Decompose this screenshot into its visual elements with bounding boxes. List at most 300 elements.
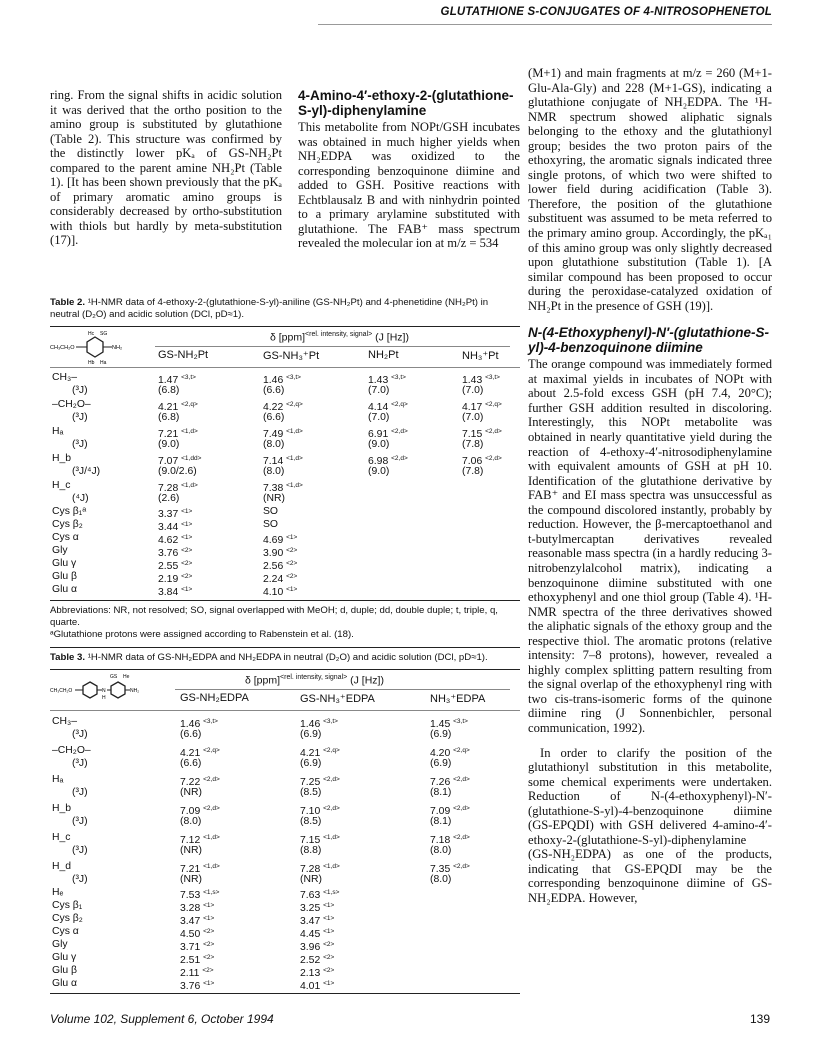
shift-value: 7.09 bbox=[180, 806, 201, 817]
coupling-label: (⁴J) bbox=[72, 493, 89, 504]
coupling-value: (6.6) bbox=[180, 758, 202, 769]
shift-value: 7.38 bbox=[263, 483, 284, 494]
coupling-value: (7.0) bbox=[462, 385, 484, 396]
coupling-row bbox=[50, 757, 520, 770]
shift-value: 3.44 bbox=[158, 522, 179, 533]
signal-annotation: <2,d> bbox=[453, 776, 470, 783]
signal-annotation: <2,d> bbox=[323, 776, 340, 783]
signal-annotation: <3,t> bbox=[323, 718, 338, 725]
shift-value: SO bbox=[263, 519, 279, 530]
shift-value: 7.21 bbox=[180, 864, 201, 875]
row-label: –CH₂O– bbox=[52, 399, 91, 410]
structure-label: He bbox=[123, 674, 130, 680]
table-row bbox=[50, 452, 520, 465]
coupling-value: (NR) bbox=[180, 845, 202, 856]
signal-annotation: <3,t> bbox=[203, 718, 218, 725]
signal-annotation: <2,d> bbox=[323, 805, 340, 812]
shift-value: 3.76 bbox=[158, 548, 179, 559]
row-label: Hₑ bbox=[52, 887, 64, 898]
row-label: Glu γ bbox=[52, 952, 77, 963]
table-row bbox=[50, 505, 520, 518]
signal-annotation: <1> bbox=[323, 928, 335, 935]
signal-annotation: <1,d> bbox=[203, 834, 220, 841]
table-row bbox=[50, 899, 520, 912]
signal-annotation: <1,d> bbox=[323, 863, 340, 870]
coupling-value: (7.0) bbox=[462, 412, 484, 423]
shift-value: 4.21 bbox=[180, 748, 201, 759]
structure-label: NH₂ bbox=[112, 345, 123, 351]
table-row bbox=[50, 570, 520, 583]
signal-annotation: <2,d> bbox=[391, 428, 408, 435]
chemical-structure-icon bbox=[50, 672, 160, 708]
value-cell bbox=[180, 977, 214, 993]
shift-value: 4.17 bbox=[462, 402, 483, 413]
shift-value: 4.21 bbox=[300, 748, 321, 759]
row-label: H_b bbox=[52, 803, 72, 814]
row-label: CH₃– bbox=[52, 716, 78, 727]
signal-annotation: <1> bbox=[203, 902, 215, 909]
table-row bbox=[50, 773, 520, 786]
coupling-value: (8.0) bbox=[430, 874, 452, 885]
row-label: Glu γ bbox=[52, 558, 77, 569]
signal-annotation: <1,d> bbox=[203, 863, 220, 870]
signal-annotation: <1> bbox=[181, 586, 193, 593]
table-row bbox=[50, 860, 520, 873]
coupling-value: (2.6) bbox=[158, 493, 180, 504]
coupling-label: (³J) bbox=[72, 412, 88, 423]
row-label: Hₐ bbox=[52, 774, 64, 785]
shift-value: 1.47 bbox=[158, 375, 179, 386]
signal-annotation: <1,d> bbox=[286, 455, 303, 462]
shift-value: 1.46 bbox=[300, 719, 321, 730]
row-label: Cys β₂ bbox=[52, 519, 83, 530]
shift-value: 1.46 bbox=[263, 375, 284, 386]
signal-annotation: <2,q> bbox=[391, 401, 408, 408]
table-footnote: Abbreviations: NR, not resolved; SO, signal overlapped with MeOH; d, duple; dd, double duple; t, triple, q, quarte. bbox=[50, 605, 498, 628]
signal-annotation: <2> bbox=[323, 967, 335, 974]
page-number: 139 bbox=[749, 1012, 770, 1026]
row-label: Gly bbox=[52, 545, 68, 556]
coupling-value: (6.8) bbox=[158, 412, 180, 423]
row-label: CH₃– bbox=[52, 372, 78, 383]
row-label: Cys α bbox=[52, 532, 79, 543]
column-header: GS-NH₂EDPA bbox=[180, 692, 249, 704]
table-row bbox=[50, 371, 520, 384]
value-cell bbox=[263, 518, 278, 531]
table-row bbox=[50, 964, 520, 977]
shift-value: 7.21 bbox=[158, 429, 179, 440]
shift-value: 2.55 bbox=[158, 561, 179, 572]
shift-value: 3.28 bbox=[180, 903, 201, 914]
signal-annotation: <1,d> bbox=[181, 482, 198, 489]
table-label: Table 2. bbox=[50, 297, 86, 308]
coupling-value: (8.1) bbox=[430, 816, 452, 827]
signal-annotation: <3,t> bbox=[485, 374, 500, 381]
paragraph: This metabolite from NOPt/GSH incubates was obtained in much higher yields when NH₂EDPA was oxidized to the corresponding benzoquinone diimine and added to GSH. Positive reactions with Echtblausalz B and with ninhydrin pointed to a primary arylamine substituted with glutathione. The FAB⁺ mass spectrum revealed the molecular ion at m/z = 534 bbox=[298, 120, 520, 251]
signal-annotation: <2,d> bbox=[453, 805, 470, 812]
coupling-row bbox=[50, 411, 520, 424]
section-heading: N-(4-Ethoxyphenyl)-N′-(glutathione-S-yl)-4-benzoquinone diimine bbox=[528, 325, 769, 356]
coupling-value: (6.9) bbox=[300, 729, 322, 740]
shift-value: 4.10 bbox=[263, 587, 284, 598]
shift-value: 4.21 bbox=[158, 402, 179, 413]
row-label: Cys β₁ᵃ bbox=[52, 506, 87, 517]
signal-annotation: <2> bbox=[181, 560, 193, 567]
coupling-label: (³J) bbox=[72, 874, 88, 885]
shift-value: 2.11 bbox=[180, 968, 200, 979]
table-row bbox=[50, 977, 520, 990]
signal-annotation: <1> bbox=[181, 534, 193, 541]
signal-annotation: <3,t> bbox=[181, 374, 196, 381]
coupling-label: (³J/⁴J) bbox=[72, 466, 101, 477]
coupling-label: (³J) bbox=[72, 758, 88, 769]
shift-value: 2.56 bbox=[263, 561, 284, 572]
shift-value: 7.25 bbox=[300, 777, 321, 788]
shift-value: 7.07 bbox=[158, 456, 179, 467]
signal-annotation: <1> bbox=[203, 915, 215, 922]
shift-value: 7.09 bbox=[430, 806, 451, 817]
shift-value: 3.84 bbox=[158, 587, 179, 598]
signal-annotation: <2> bbox=[286, 573, 298, 580]
shift-value: 7.26 bbox=[430, 777, 451, 788]
shift-value: 7.35 bbox=[430, 864, 451, 875]
paragraph: (M+1) and main fragments at m/z = 260 (M+1-Glu-Ala-Gly) and 228 (M+1-GS), indicating a glutathione conjugate of NH₂EDPA. The ¹H-NMR spectrum showed aliphatic signals belonging to the ethoxy and the glutathionyl group; besides the two proton pairs of the ethoxyring, the aromatic signals indicated three single protons, of which two were shifted to lower field during acidification (Table 3). Therefore, the position of the glutathione substituent was assumed to be meta referred to the primary amino group. Accordingly, the pKₐ₁ of this amino group was only slightly decreased upon glutathione substitution (Table 1). [A similar compound has been proposed to occur during the peroxidase-catalyzed oxidation of NH₂Pt in the presence of GSH (19)]. bbox=[528, 66, 772, 313]
coupling-value: (8.5) bbox=[300, 787, 322, 798]
coupling-value: (NR) bbox=[263, 493, 285, 504]
shift-value: 3.47 bbox=[300, 916, 321, 927]
shift-value: 1.45 bbox=[430, 719, 451, 730]
value-cell bbox=[158, 583, 192, 599]
shift-value: 2.13 bbox=[300, 968, 321, 979]
shift-value: 4.01 bbox=[300, 981, 321, 992]
shift-value: 7.22 bbox=[180, 777, 201, 788]
signal-annotation: <2> bbox=[286, 547, 298, 554]
coupling-row bbox=[50, 815, 520, 828]
coupling-value: (8.5) bbox=[300, 816, 322, 827]
signal-annotation: <3,t> bbox=[391, 374, 406, 381]
signal-annotation: <1,s> bbox=[323, 889, 340, 896]
signal-annotation: <1> bbox=[286, 586, 298, 593]
signal-annotation: <1,s> bbox=[203, 889, 220, 896]
table-row bbox=[50, 518, 520, 531]
structure-label: GS bbox=[110, 674, 118, 680]
table-row bbox=[50, 831, 520, 844]
shift-value: 4.50 bbox=[180, 929, 201, 940]
shift-value: 6.91 bbox=[368, 429, 389, 440]
shift-value: 7.18 bbox=[430, 835, 451, 846]
shift-value: 6.98 bbox=[368, 456, 389, 467]
coupling-row bbox=[50, 844, 520, 857]
coupling-value: (7.8) bbox=[462, 466, 484, 477]
signal-annotation: <1> bbox=[181, 521, 193, 528]
shift-value: 7.28 bbox=[300, 864, 321, 875]
coupling-row bbox=[50, 465, 520, 478]
table-row bbox=[50, 583, 520, 596]
shift-value: 2.52 bbox=[300, 955, 321, 966]
row-label: Cys β₁ bbox=[52, 900, 83, 911]
signal-annotation: <3,t> bbox=[286, 374, 301, 381]
structure-label: Ha bbox=[100, 360, 107, 365]
table-row bbox=[50, 951, 520, 964]
signal-annotation: <2,d> bbox=[203, 776, 220, 783]
coupling-value: (9.0) bbox=[368, 439, 390, 450]
table-row bbox=[50, 531, 520, 544]
paragraph: In order to clarify the position of the glutathionyl substitution in this metabolite, some chemical experiments were undertaken. Reduction of N-(4-ethoxyphenyl)-N′-(glutathione-S-yl)-4-benzoquinone diimine (GS-EPQDI) with GSH delivered 4-amino-4′-ethoxy-2-(glutathione-S-yl)-diphenylamine (GS-NH₂EDPA) as one of the products, indicating that GS-EPQDI may be the corresponding benzoquinone diimine of GS-NH₂EDPA. However, bbox=[528, 745, 772, 905]
table-row bbox=[50, 557, 520, 570]
coupling-label: (³J) bbox=[72, 385, 88, 396]
signal-annotation: <2> bbox=[203, 928, 215, 935]
coupling-value: (6.6) bbox=[263, 385, 285, 396]
coupling-label: (³J) bbox=[72, 787, 88, 798]
table-caption bbox=[50, 652, 520, 664]
shift-value: 1.46 bbox=[180, 719, 201, 730]
shift-value: SO bbox=[263, 506, 279, 517]
column-header: GS-NH₂Pt bbox=[158, 349, 209, 361]
table-row bbox=[50, 425, 520, 438]
signal-annotation: <1> bbox=[181, 508, 193, 515]
shift-value: 3.47 bbox=[180, 916, 201, 927]
table-caption bbox=[50, 297, 520, 321]
coupling-value: (8.0) bbox=[263, 439, 285, 450]
structure-label: H bbox=[102, 695, 106, 701]
signal-annotation: <2,d> bbox=[453, 834, 470, 841]
paragraph: ring. From the signal shifts in acidic solution it was derived that the ortho position to the amino group is substituted by glutathione (Table 2). This structure was confirmed by the distinctly lower pKₐ of GS-NH₂Pt compared to the parent amine NH₂Pt (Table 1). [It has been shown previously that the pKₐ of primary aromatic amino groups is considerably decreased by ortho-substitution with thiols but hardly by meta-substitution (17)]. bbox=[50, 88, 282, 248]
left-column bbox=[50, 88, 282, 248]
shift-value: 4.62 bbox=[158, 535, 179, 546]
signal-annotation: <2> bbox=[203, 941, 215, 948]
structure-label: CH₃CH₂O bbox=[50, 688, 73, 694]
table-body bbox=[50, 368, 520, 596]
delta-header bbox=[270, 331, 409, 344]
coupling-value: (9.0/2.6) bbox=[158, 466, 197, 477]
row-label: H_c bbox=[52, 832, 71, 843]
shift-value: 7.14 bbox=[263, 456, 284, 467]
signal-annotation: <2,q> bbox=[203, 747, 220, 754]
signal-annotation: <1,dd> bbox=[181, 455, 202, 462]
row-label: Cys β₂ bbox=[52, 913, 83, 924]
running-head: GLUTATHIONE S-CONJUGATES OF 4-NITROSOPHENETOL bbox=[440, 6, 772, 18]
shift-value: 4.20 bbox=[430, 748, 451, 759]
table-row bbox=[50, 802, 520, 815]
signal-annotation: <1> bbox=[323, 902, 335, 909]
table-row bbox=[50, 479, 520, 492]
signal-annotation: <2,d> bbox=[391, 455, 408, 462]
delta-label: δ [ppm] bbox=[245, 674, 281, 687]
row-label: H_d bbox=[52, 861, 72, 872]
right-column bbox=[528, 66, 772, 906]
signal-annotation: <2,q> bbox=[485, 401, 502, 408]
coupling-row bbox=[50, 384, 520, 397]
chemical-structure-icon bbox=[50, 329, 140, 365]
coupling-label: (³J) bbox=[72, 845, 88, 856]
coupling-value: (6.9) bbox=[300, 758, 322, 769]
signal-annotation: <2,q> bbox=[453, 747, 470, 754]
shift-value: 4.22 bbox=[263, 402, 284, 413]
coupling-value: (6.8) bbox=[158, 385, 180, 396]
table-header bbox=[50, 670, 520, 710]
coupling-label: (³J) bbox=[72, 729, 88, 740]
shift-value: 3.90 bbox=[263, 548, 284, 559]
coupling-row bbox=[50, 438, 520, 451]
coupling-value: (NR) bbox=[180, 787, 202, 798]
structure-label: CH₃CH₂O bbox=[50, 345, 75, 351]
signal-annotation: <2> bbox=[181, 573, 193, 580]
shift-value: 4.45 bbox=[300, 929, 321, 940]
row-label: Glu β bbox=[52, 965, 78, 976]
delta-j: (J [Hz]) bbox=[375, 331, 409, 344]
paragraph: The orange compound was immediately formed at maximal yields in incubates of NOPt with about 2.5-fold excess GSH (pH 7.4, 20°C); further GSH addition resulted in discoloring. Interestingly, this NOPt metabolite was obtained in nearly quantitative yield during the reaction of 4-ethoxy-4′-nitrosodiphenylamine with equivalent amounts of GSH at pH 10. Identification of the glutathione derivative by FAB⁺ and EI mass spectra was unsuccessful as the compound discolored instantly, probably by reduction. However, the β-mercaptoethanol and t-butylmercaptan derivatives revealed reasonable mass spectra (in a hardly reducing 3-nitrobenzylalcohol matrix), indicating a benzoquinone diimine substituted with one ethoxyphenyl and one thiol group (Table 4). ¹H-NMR spectra of the three derivatives showed the aliphatic signals of the ethoxy group and the respective thiol. The aromatic protons (relative intensity: 7–8 protons), however, revealed a highly complex splitting pattern resulting from the signal overlap of the ethoxyphenyl ring with two cis-trans-isomeric forms of the quinone diimine ring (J Sonnenbichler, personal communication, 1992). bbox=[528, 357, 772, 735]
signal-annotation: <2> bbox=[323, 941, 335, 948]
shift-value: 7.06 bbox=[462, 456, 483, 467]
value-cell bbox=[263, 583, 297, 599]
signal-annotation: <1,d> bbox=[181, 428, 198, 435]
column-header: GS-NH₃⁺Pt bbox=[263, 350, 320, 362]
shift-value: 3.96 bbox=[300, 942, 321, 953]
middle-column bbox=[298, 88, 520, 251]
signal-annotation: <1,d> bbox=[286, 482, 303, 489]
header-rule bbox=[318, 24, 772, 25]
coupling-value: (8.1) bbox=[430, 787, 452, 798]
shift-value: 7.15 bbox=[300, 835, 321, 846]
structure-label: NH₂ bbox=[130, 688, 140, 694]
signal-annotation: <1,d> bbox=[323, 834, 340, 841]
journal-citation: Volume 102, Supplement 6, October 1994 bbox=[50, 1012, 274, 1026]
section-heading: 4-Amino-4′-ethoxy-2-(glutathione-S-yl)-diphenylamine bbox=[298, 88, 514, 118]
signal-annotation: <2,d> bbox=[203, 805, 220, 812]
signal-annotation: <2,d> bbox=[485, 455, 502, 462]
signal-annotation: <1> bbox=[323, 980, 335, 987]
signal-annotation: <1> bbox=[323, 915, 335, 922]
coupling-value: (7.0) bbox=[368, 412, 390, 423]
coupling-value: (6.6) bbox=[180, 729, 202, 740]
signal-annotation: <2> bbox=[286, 560, 298, 567]
signal-annotation: <2,q> bbox=[286, 401, 303, 408]
table-3 bbox=[50, 647, 520, 994]
signal-annotation: <2> bbox=[181, 547, 193, 554]
shift-value: 3.76 bbox=[180, 981, 201, 992]
shift-value: 4.69 bbox=[263, 535, 284, 546]
shift-value: 2.51 bbox=[180, 955, 201, 966]
table-body bbox=[50, 711, 520, 990]
signal-annotation: <1> bbox=[203, 980, 215, 987]
structure-label: SG bbox=[100, 331, 108, 337]
row-label: Glu β bbox=[52, 571, 78, 582]
caption-text: ¹H-NMR data of 4-ethoxy-2-(glutathione-S-yl)-aniline (GS-NH₂Pt) and 4-phenetidine (NH₂Pt) in neutral (D₂O) and acidic solution (DCl, pD≈1). bbox=[50, 297, 489, 320]
coupling-value: (6.9) bbox=[430, 758, 452, 769]
shift-value: 7.49 bbox=[263, 429, 284, 440]
coupling-row bbox=[50, 728, 520, 741]
coupling-value: (7.8) bbox=[462, 439, 484, 450]
row-label: Cys α bbox=[52, 926, 79, 937]
table-2 bbox=[50, 297, 520, 641]
coupling-value: (9.0) bbox=[158, 439, 180, 450]
column-header: NH₂Pt bbox=[368, 349, 399, 361]
shift-value: 1.43 bbox=[462, 375, 483, 386]
table-row bbox=[50, 544, 520, 557]
coupling-row bbox=[50, 492, 520, 505]
shift-value: 7.12 bbox=[180, 835, 201, 846]
coupling-value: (NR) bbox=[300, 874, 322, 885]
signal-annotation: <1,d> bbox=[286, 428, 303, 435]
coupling-value: (NR) bbox=[180, 874, 202, 885]
structure-label: N bbox=[102, 688, 106, 694]
signal-annotation: <2> bbox=[203, 954, 215, 961]
coupling-value: (8.0) bbox=[180, 816, 202, 827]
delta-j: (J [Hz]) bbox=[350, 674, 384, 687]
signal-annotation: <3,t> bbox=[453, 718, 468, 725]
delta-sup: <rel. intensity, signal> bbox=[305, 331, 373, 338]
row-label: Glu α bbox=[52, 978, 78, 989]
column-header: NH₃⁺EDPA bbox=[430, 693, 486, 705]
table-row bbox=[50, 715, 520, 728]
table-row bbox=[50, 744, 520, 757]
shift-value: 7.63 bbox=[300, 890, 321, 901]
shift-value: 7.53 bbox=[180, 890, 201, 901]
signal-annotation: <2> bbox=[323, 954, 335, 961]
signal-annotation: <2,q> bbox=[323, 747, 340, 754]
structure-label: Hb bbox=[88, 360, 95, 365]
coupling-value: (8.8) bbox=[300, 845, 322, 856]
table-row bbox=[50, 886, 520, 899]
coupling-value: (9.0) bbox=[368, 466, 390, 477]
coupling-label: (³J) bbox=[72, 816, 88, 827]
column-header: GS-NH₃⁺EDPA bbox=[300, 693, 375, 705]
shift-value: 7.10 bbox=[300, 806, 321, 817]
delta-header bbox=[245, 674, 384, 687]
row-label: –CH₂O– bbox=[52, 745, 91, 756]
table-row bbox=[50, 925, 520, 938]
table-row bbox=[50, 938, 520, 951]
value-cell bbox=[263, 505, 278, 518]
table-header bbox=[50, 327, 520, 367]
shift-value: 3.25 bbox=[300, 903, 321, 914]
row-label: Gly bbox=[52, 939, 68, 950]
coupling-row bbox=[50, 873, 520, 886]
row-label: Glu α bbox=[52, 584, 78, 595]
shift-value: 3.37 bbox=[158, 509, 179, 520]
coupling-value: (7.0) bbox=[368, 385, 390, 396]
delta-sup: <rel. intensity, signal> bbox=[280, 674, 348, 681]
coupling-value: (6.6) bbox=[263, 412, 285, 423]
signal-annotation: <2,d> bbox=[485, 428, 502, 435]
delta-label: δ [ppm] bbox=[270, 331, 306, 344]
shift-value: 1.43 bbox=[368, 375, 389, 386]
table-row bbox=[50, 912, 520, 925]
table-footnote: ᵃGlutathione protons were assigned according to Rabenstein et al. (18). bbox=[50, 629, 354, 640]
coupling-row bbox=[50, 786, 520, 799]
row-label: H_c bbox=[52, 480, 71, 491]
structure-label: Hc bbox=[88, 331, 95, 337]
coupling-value: (8.0) bbox=[430, 845, 452, 856]
coupling-value: (8.0) bbox=[263, 466, 285, 477]
value-cell bbox=[300, 977, 334, 993]
table-label: Table 3. bbox=[50, 652, 86, 663]
shift-value: 4.14 bbox=[368, 402, 389, 413]
signal-annotation: <2> bbox=[202, 967, 214, 974]
table-row bbox=[50, 398, 520, 411]
signal-annotation: <1> bbox=[286, 534, 298, 541]
signal-annotation: <2,q> bbox=[181, 401, 198, 408]
row-label: Hₐ bbox=[52, 426, 64, 437]
shift-value: 2.24 bbox=[263, 574, 284, 585]
shift-value: 7.15 bbox=[462, 429, 483, 440]
caption-text: ¹H-NMR data of GS-NH₂EDPA and NH₂EDPA in neutral (D₂O) and acidic solution (DCl, pD≈1). bbox=[87, 652, 488, 663]
shift-value: 7.28 bbox=[158, 483, 179, 494]
coupling-value: (6.9) bbox=[430, 729, 452, 740]
column-header: NH₃⁺Pt bbox=[462, 350, 499, 362]
signal-annotation: <2,d> bbox=[453, 863, 470, 870]
coupling-label: (³J) bbox=[72, 439, 88, 450]
